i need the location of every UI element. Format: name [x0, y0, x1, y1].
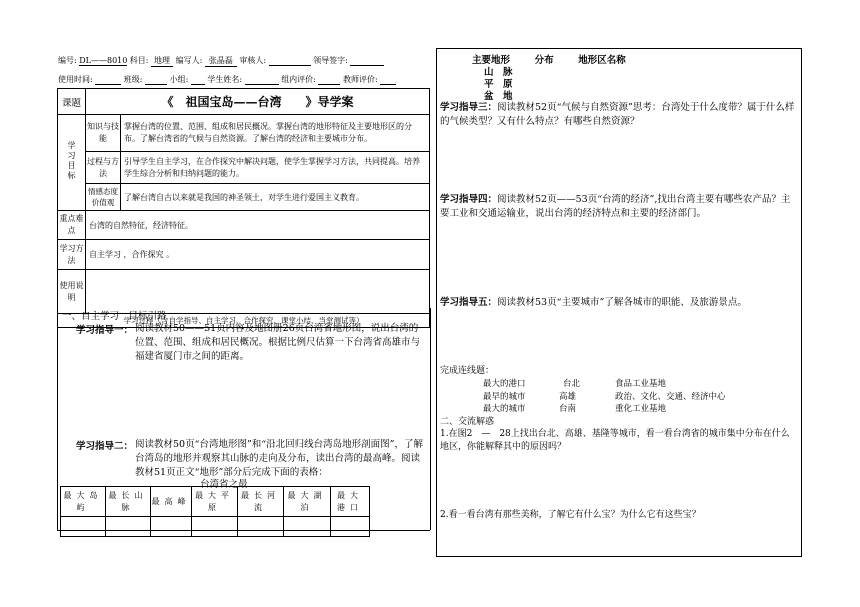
- usage-label: 使用说明: [58, 270, 86, 314]
- table-header-cell: 最大港口: [331, 487, 370, 517]
- table-cell[interactable]: [284, 517, 331, 537]
- table-cell[interactable]: [192, 517, 238, 537]
- method-text: 自主学习 ，合作探究 。: [86, 240, 430, 270]
- section-1-heading: 一、自主学习 目标引路: [62, 311, 167, 322]
- records-table-caption: 台湾省之最: [200, 479, 248, 490]
- writer-value: 张晶磊: [205, 55, 237, 67]
- match-row: [483, 402, 666, 414]
- group-eval-label: 组内评价:: [281, 75, 316, 84]
- match-row: [483, 377, 666, 389]
- match-left: 最早的城市: [483, 392, 526, 402]
- terrain-header-names: 地形区名称: [578, 55, 626, 66]
- teacher-eval-label: 教师评价:: [342, 75, 378, 84]
- guide-1-text: 阅读教材50——51页内容及地图册26页台湾省地形图，说出台湾的位置、范围、组成和居民概况。根据比例尺估算一下台湾省高雄市与福建省厦门市之间的距离。: [135, 323, 421, 362]
- student-blank[interactable]: [245, 75, 279, 85]
- match-row: [483, 390, 726, 402]
- guide-4-label: 学习指导四：: [440, 194, 498, 205]
- table-header-cell: 最高峰: [151, 487, 192, 517]
- match-middle: 高雄: [559, 392, 577, 402]
- match-middle: 台北: [563, 379, 581, 389]
- key-points-text: 台湾的自然特征，经济特征。: [86, 211, 430, 240]
- terrain-row: 平 原: [484, 79, 513, 90]
- lesson-title: 《 祖国宝岛——台湾 》导学案: [86, 89, 430, 115]
- reviewer-label: 审核人:: [239, 56, 267, 65]
- terrain-row: 山 脉: [484, 67, 513, 78]
- objective-sub-label: 过程与方法: [86, 152, 121, 184]
- terrain-header-type: 主要地形: [472, 55, 511, 66]
- section-2-heading: 二、交流解惑: [440, 417, 495, 427]
- objectives-label: 学习目标: [67, 140, 76, 181]
- objective-text: 了解台湾自古以来就是我国的神圣领土，对学生进行爱国主义教育。: [121, 184, 430, 211]
- match-left: 最大的城市: [483, 404, 526, 414]
- match-right: 重化工业基地: [615, 404, 667, 414]
- group-blank[interactable]: [191, 75, 205, 85]
- group-eval-blank[interactable]: [318, 75, 340, 85]
- header-row-2: [58, 74, 430, 85]
- left-column-border-left: [57, 308, 58, 530]
- subject-label: 科目:: [129, 56, 149, 65]
- table-header-cell: 最大湖泊: [284, 487, 331, 517]
- title-label: 课题: [58, 89, 86, 115]
- lesson-info-table: [57, 88, 430, 328]
- header-row-1: [58, 55, 430, 67]
- guide-3-block: [440, 101, 796, 129]
- table-header-cell: 最大岛屿: [61, 487, 106, 517]
- match-title: 完成连线题：: [440, 366, 495, 376]
- objectives-label-cell: [58, 115, 86, 211]
- key-points-label: 重点难点: [58, 211, 86, 240]
- question-2: 2.看一看台湾有那些美称，了解它有什么宝？为什么它有这些宝？: [440, 510, 701, 520]
- leader-blank[interactable]: [350, 56, 384, 66]
- guide-5-label: 学习指导五：: [440, 297, 498, 308]
- class-label: 班级:: [123, 75, 143, 84]
- guide-5-block: [440, 296, 796, 310]
- match-right: 食品工业基地: [615, 379, 667, 389]
- guide-5-text: 阅读教材53页“主要城市”了解各城市的职能、及旅游景点。: [497, 297, 747, 308]
- terrain-row: 盆 地: [484, 91, 513, 102]
- table-cell[interactable]: [238, 517, 284, 537]
- guide-2-label: 学习指导二：: [76, 441, 134, 452]
- table-cell[interactable]: [61, 517, 106, 537]
- no-value: DL——8010: [79, 56, 128, 65]
- objective-text: 掌握台湾的位置、范围、组成和居民概况。掌握台湾的地形特征及主要地形区的分布。了解台湾省的气候与自然资源。了解台湾的经济和主要城市分布。: [121, 115, 430, 152]
- time-label: 使用时间:: [58, 75, 93, 84]
- student-label: 学生姓名:: [207, 75, 243, 84]
- table-cell[interactable]: [151, 517, 192, 537]
- objective-sub-label: 知识与技能: [86, 115, 121, 152]
- table-header-cell: 最大平原: [192, 487, 238, 517]
- guide-3-text: 阅读教材52页“气候与自然资源”思考：台湾处于什么度带？属于什么样的气候类型？又有什么特点？有哪些自然资源？: [440, 102, 795, 127]
- writer-label: 编写人:: [175, 56, 203, 65]
- subject-value: 地理: [151, 55, 173, 67]
- usage-text-cell: [86, 270, 430, 314]
- no-label: 编号:: [58, 56, 77, 65]
- table-cell[interactable]: [106, 517, 151, 537]
- left-column-border-right: [430, 308, 431, 530]
- group-label: 小组:: [169, 75, 189, 84]
- guide-3-label: 学习指导三：: [440, 102, 498, 113]
- objective-sub-label: 情感态度价值观: [86, 184, 121, 211]
- question-1: 1.在图2 — 28上找出台北、高雄、基隆等城市，看一看台湾省的城市集中分布在什么地区，你能解释其中的原因吗？: [440, 429, 790, 452]
- guide-2-text: 阅读教材50页“台湾地形图”和“沿北回归线台湾岛地形剖面图”，了解台湾岛的地形并观察其山脉的走向及分布，读出台湾的最高峰。阅读教材51页正文“地形”部分后完成下面的表格：: [135, 439, 424, 478]
- guide-4-block: [440, 193, 796, 221]
- time-blank[interactable]: [95, 75, 121, 85]
- guide-4-text: 阅读教材52页——53页“台湾的经济”,找出台湾主要有哪些农产品？主要工业和交通运输业，说出台湾的经济特点和主要的经济部门。: [440, 194, 791, 219]
- match-right: 政治、文化、交通、经济中心: [615, 392, 726, 402]
- terrain-header-distribution: 分布: [534, 55, 554, 66]
- objective-text: 引导学生自主学习，在合作探究中解决问题，使学生掌握学习方法，共同提高。培养学生综合分析和归纳问题的能力。: [121, 152, 430, 184]
- table-cell[interactable]: [331, 517, 370, 537]
- method-label: 学习方法: [58, 240, 86, 270]
- guide-1-label: 学习指导一：: [76, 325, 134, 336]
- process-caption: 学习过程（含自学指导、自主学习、合作探究、课堂小结、当堂测试等）: [58, 314, 430, 328]
- table-header-cell: 最长山脉: [106, 487, 151, 517]
- reviewer-blank[interactable]: [269, 56, 311, 66]
- match-left: 最大的港口: [483, 379, 526, 389]
- teacher-eval-blank[interactable]: [380, 75, 396, 85]
- table-row: [61, 517, 370, 537]
- match-middle: 台南: [559, 404, 577, 414]
- table-header-row: [61, 487, 370, 517]
- leader-label: 领导签字:: [313, 56, 348, 65]
- left-column-border-bottom: [57, 530, 430, 531]
- table-header-cell: 最长河流: [238, 487, 284, 517]
- class-blank[interactable]: [145, 75, 167, 85]
